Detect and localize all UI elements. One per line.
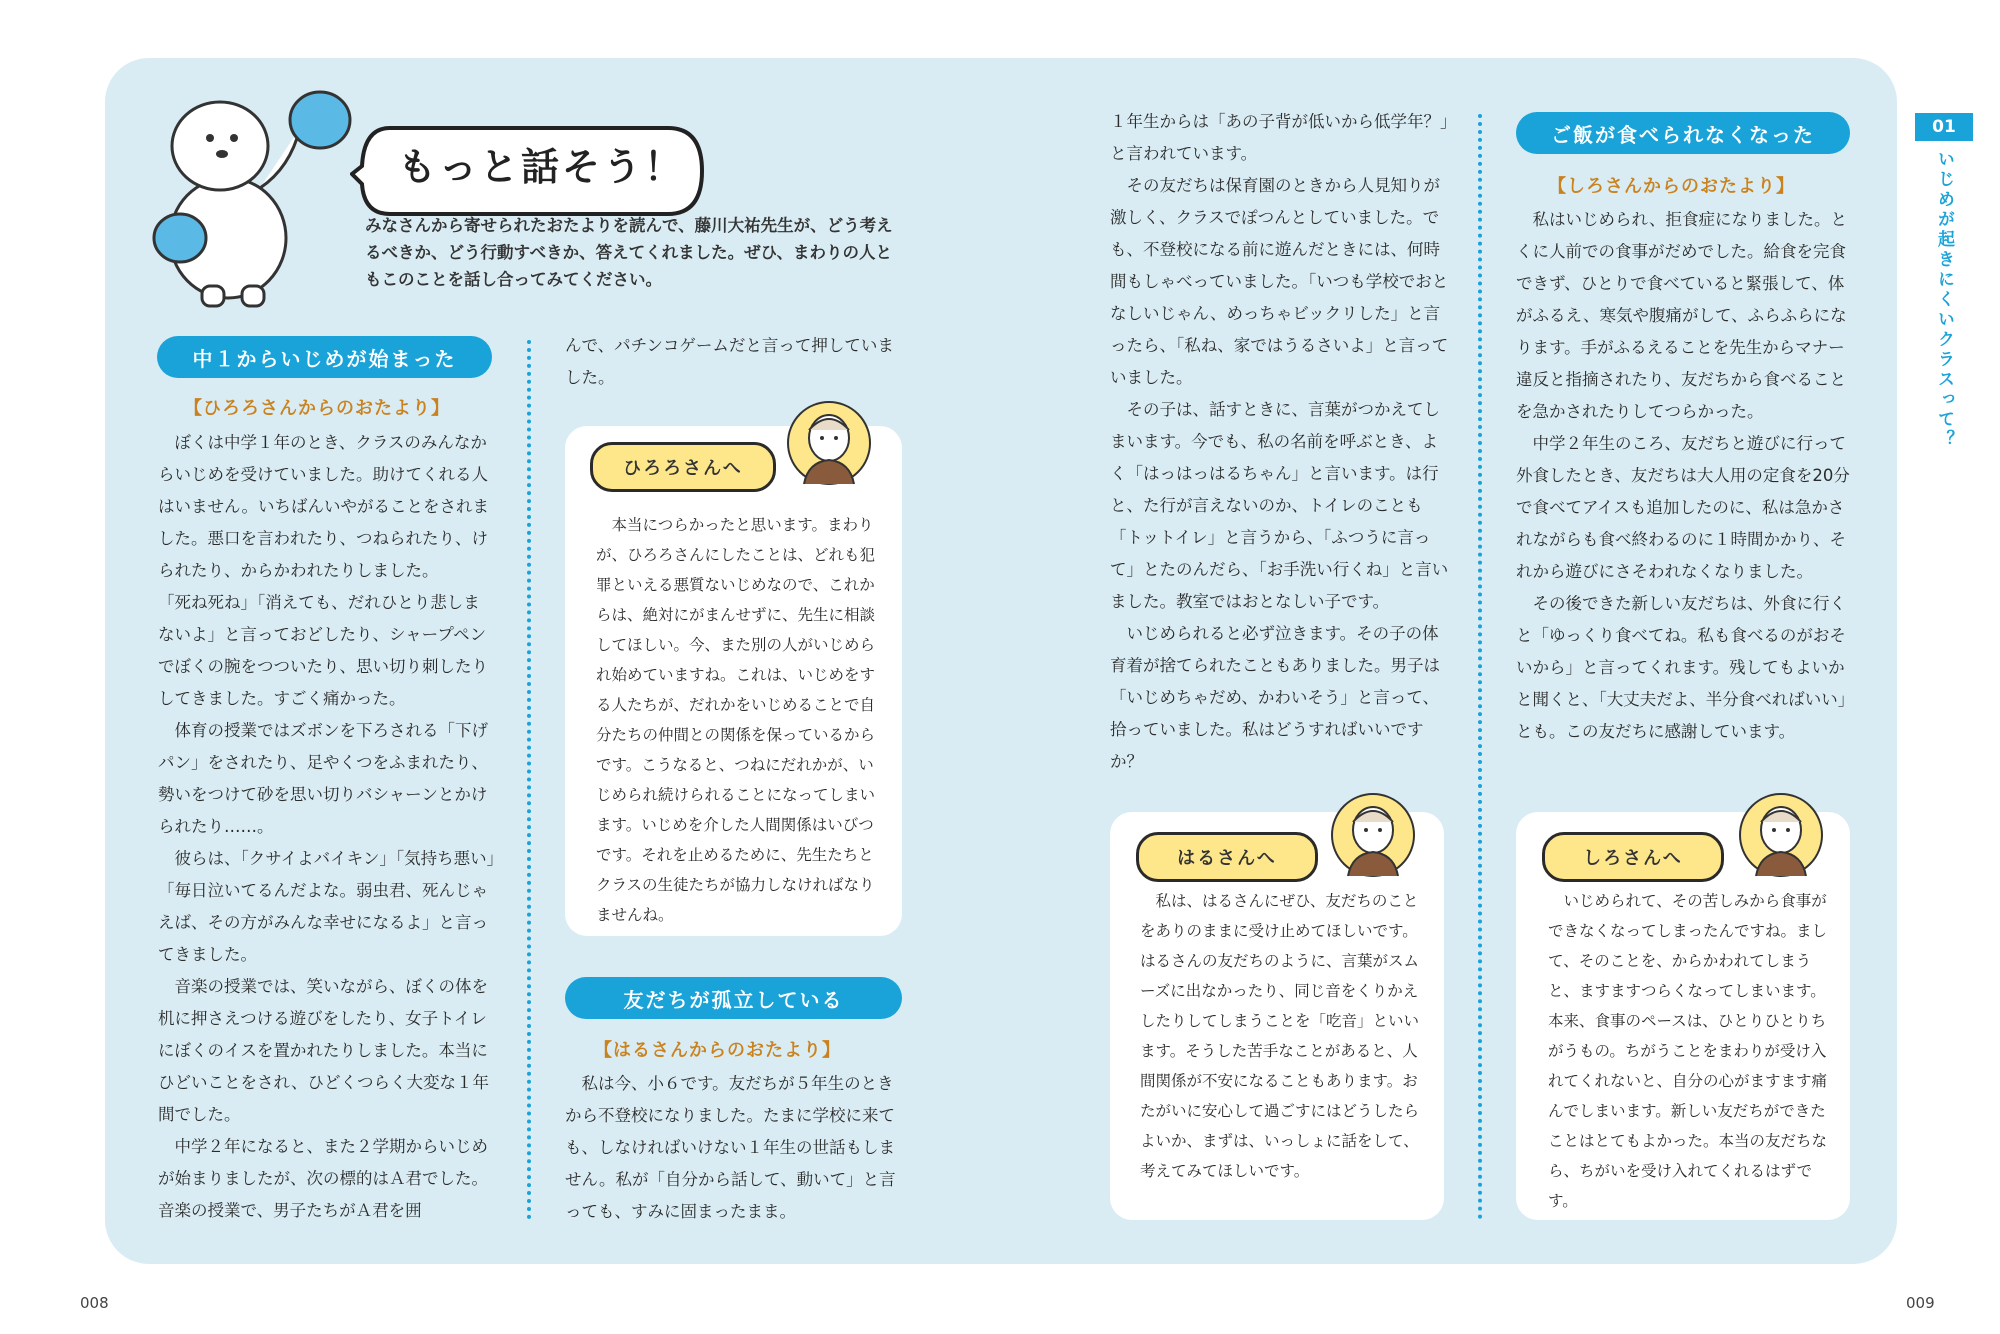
teacher-avatar-icon [1738, 792, 1824, 878]
teacher-avatar-icon [1330, 792, 1416, 878]
column-divider [1478, 114, 1482, 1220]
paragraph: 私はいじめられ、拒食症になりました。とくに人前での食事がだめでした。給食を完食できず、ひとりで食べていると緊張して、体がふるえ、寒気や腹痛がして、ふらふらになります。手がふるえることを先生からマナー違反と指摘されたり、友だちから食べることを急かされたりしてつらかった。 [1516, 210, 1847, 421]
reply-label-shiro: しろさんへ [1542, 832, 1724, 882]
reply-paragraph: 本当につらかったと思います。まわりが、ひろろさんにしたことは、どれも犯罪といえる悪質ないじめなので、これからは、絶対にがまんせずに、先生に相談してほしい。今、また別の人がいじめられ始めていますね。これは、いじめをする人たちが、だれかをいじめることで自分たちの仲間との関係を保っているからです。こうなると、つねにだれかが、いじめられ続けられることになってしまいます。いじめを介した人間関係はいびつです。それを止めるために、先生たちとクラスの生徒たちが協力しなければなりませんね。 [596, 516, 876, 924]
reply-label-haru: はるさんへ [1136, 832, 1318, 882]
paragraph: その友だちは保育園のときから人見知りが激しく、クラスでぽつんとしていました。でも、不登校になる前に遊んだときには、何時間もしゃべっていました。「いつも学校でおとなしいじゃん、めっちゃビックリした」と言ったら、「私ね、家ではうるさいよ」と言っていました。 [1110, 176, 1449, 387]
letter-body-hiroro [158, 427, 495, 1227]
reply-text-hiroro [596, 510, 878, 930]
paragraph: １年生からは「あの子背が低いから低学年？」と言われています。 [1110, 112, 1449, 163]
paragraph: いじめられると必ず泣きます。その子の体育着が捨てられたこともありました。男子は「いじめちゃだめ、かわいそう」と言って、拾っていました。私はどうすればいいですか？ [1110, 624, 1440, 771]
letter-title-hiroro: 【ひろろさんからのおたより】 [184, 398, 450, 419]
reply-paragraph: いじめられて、その苦しみから食事ができなくなってしまったんですね。まして、そのことを、からかわれてしまうと、ますますつらくなってしまいます。本来、食事のペースは、ひとりひとりちがうもの。ちがうことをまわりが受け入れてくれないと、自分の心がますます痛んでしまいます。新しい友だちができたことはとてもよかった。本当の友だちなら、ちがいを受け入れてくれるはずです。 [1548, 892, 1828, 1210]
intro-text: みなさんから寄せられたおたよりを読んで、藤川大祐先生が、どう考えるべきか、どう行動すべきか、答えてくれました。ぜひ、まわりの人ともこのことを話し合ってみてください。 [365, 216, 893, 289]
section-heading-friend-isolated: 友だちが孤立している [565, 977, 902, 1019]
paragraph: 「死ね死ね」「消えても、だれひとり悲しまないよ」と言っておどしたり、シャープペンでぼくの腕をつついたり、思い切り刺したりしてきました。すごく痛かった。 [158, 593, 488, 708]
page-number-right: 009 [1906, 1294, 1935, 1312]
page-title: もっと話そう！ [398, 145, 686, 189]
chapter-number: 01 [1915, 113, 1973, 141]
letter-body-haru-continued [1110, 106, 1450, 778]
teacher-avatar-icon [786, 400, 872, 486]
paragraph: 彼らは、「クサイよバイキン」「気持ち悪い」「毎日泣いてるんだよな。弱虫君、死んじゃえば、その方がみんな幸せになるよ」と言ってきました。 [158, 849, 495, 964]
chapter-title: いじめが起きにくいクラスって？ [1934, 150, 1954, 450]
paragraph: 中学２年生のころ、友だちと遊びに行って外食したとき、友だちは大人用の定食を20分で食べてアイスも追加したのに、私は急かされながらも食べ終わるのに１時間かかり、それから遊びにさそわれなくなりました。 [1516, 434, 1850, 581]
mascot-illustration [150, 88, 360, 308]
section-heading-bullying-started: 中１からいじめが始まった [157, 336, 492, 378]
reply-paragraph: 私は、はるさんにぜひ、友だちのことをありのままに受け止めてほしいです。はるさんの友だちのように、言葉がスムーズに出なかったり、同じ音をくりかえしたりしてしまうことを「吃音」といいます。そうした苦手なことがあると、人間関係が不安になることもあります。おたがいに安心して過ごすにはどうしたらよいか、まずは、いっしょに話をして、考えてみてほしいです。 [1140, 892, 1420, 1180]
paragraph: 中学２年になると、また２学期からいじめが始まりましたが、次の標的はＡ君でした。音楽の授業で、男子たちがＡ君を囲 [158, 1137, 488, 1220]
paragraph: んで、パチンコゲームだと言って押していました。 [565, 336, 894, 387]
reply-label-hiroro: ひろろさんへ [590, 442, 776, 492]
letter-body-shiro [1516, 204, 1854, 748]
paragraph: 音楽の授業では、笑いながら、ぼくの体を机に押さえつける遊びをしたり、女子トイレにぼくのイスを置かれたりしました。本当にひどいことをされ、ひどくつらく大変な１年間でした。 [158, 977, 489, 1124]
reply-text-haru [1140, 886, 1420, 1186]
paragraph: その後できた新しい友だちは、外食に行くと「ゆっくり食べてね。私も食べるのがおそいから」と言ってくれます。残してもよいかと聞くと、「大丈夫だよ、半分食べればいい」とも。この友だちに感謝しています。 [1516, 594, 1846, 741]
paragraph: ぼくは中学１年のとき、クラスのみんなからいじめを受けていました。助けてくれる人はいません。いちばんいやがることをされました。悪口を言われたり、つねられたり、けられたり、からかわれたりしました。 [158, 433, 489, 580]
letter-title-haru: 【はるさんからのおたより】 [594, 1040, 841, 1061]
letter-title-shiro: 【しろさんからのおたより】 [1548, 176, 1795, 197]
column-divider [527, 340, 531, 1220]
reply-text-shiro [1548, 886, 1828, 1216]
paragraph: その子は、話すときに、言葉がつかえてしまいます。今でも、私の名前を呼ぶとき、よく「はっはっはるちゃん」と言います。は行と、た行が言えないのか、トイレのことも「トットイレ」と言うから、「ふつうに言って」とたのんだら、「お手洗い行くね」と言いました。教室ではおとなしい子です。 [1110, 400, 1449, 611]
letter-body-haru [565, 1068, 905, 1228]
paragraph: 体育の授業ではズボンを下ろされる「下げパン」をされたり、足やくつをふまれたり、勢いをつけて砂を思い切りバシャーンとかけられたり……。 [158, 721, 488, 836]
page-number-left: 008 [80, 1294, 109, 1312]
paragraph: 私は今、小６です。友だちが５年生のときから不登校になりました。たまに学校に来ても、しなければいけない１年生の世話もしません。私が「自分から話して、動いて」と言っても、すみに固まったまま。 [565, 1074, 896, 1221]
section-heading-cannot-eat: ご飯が食べられなくなった [1516, 112, 1850, 154]
letter-body-hiroro-continued [565, 330, 905, 394]
